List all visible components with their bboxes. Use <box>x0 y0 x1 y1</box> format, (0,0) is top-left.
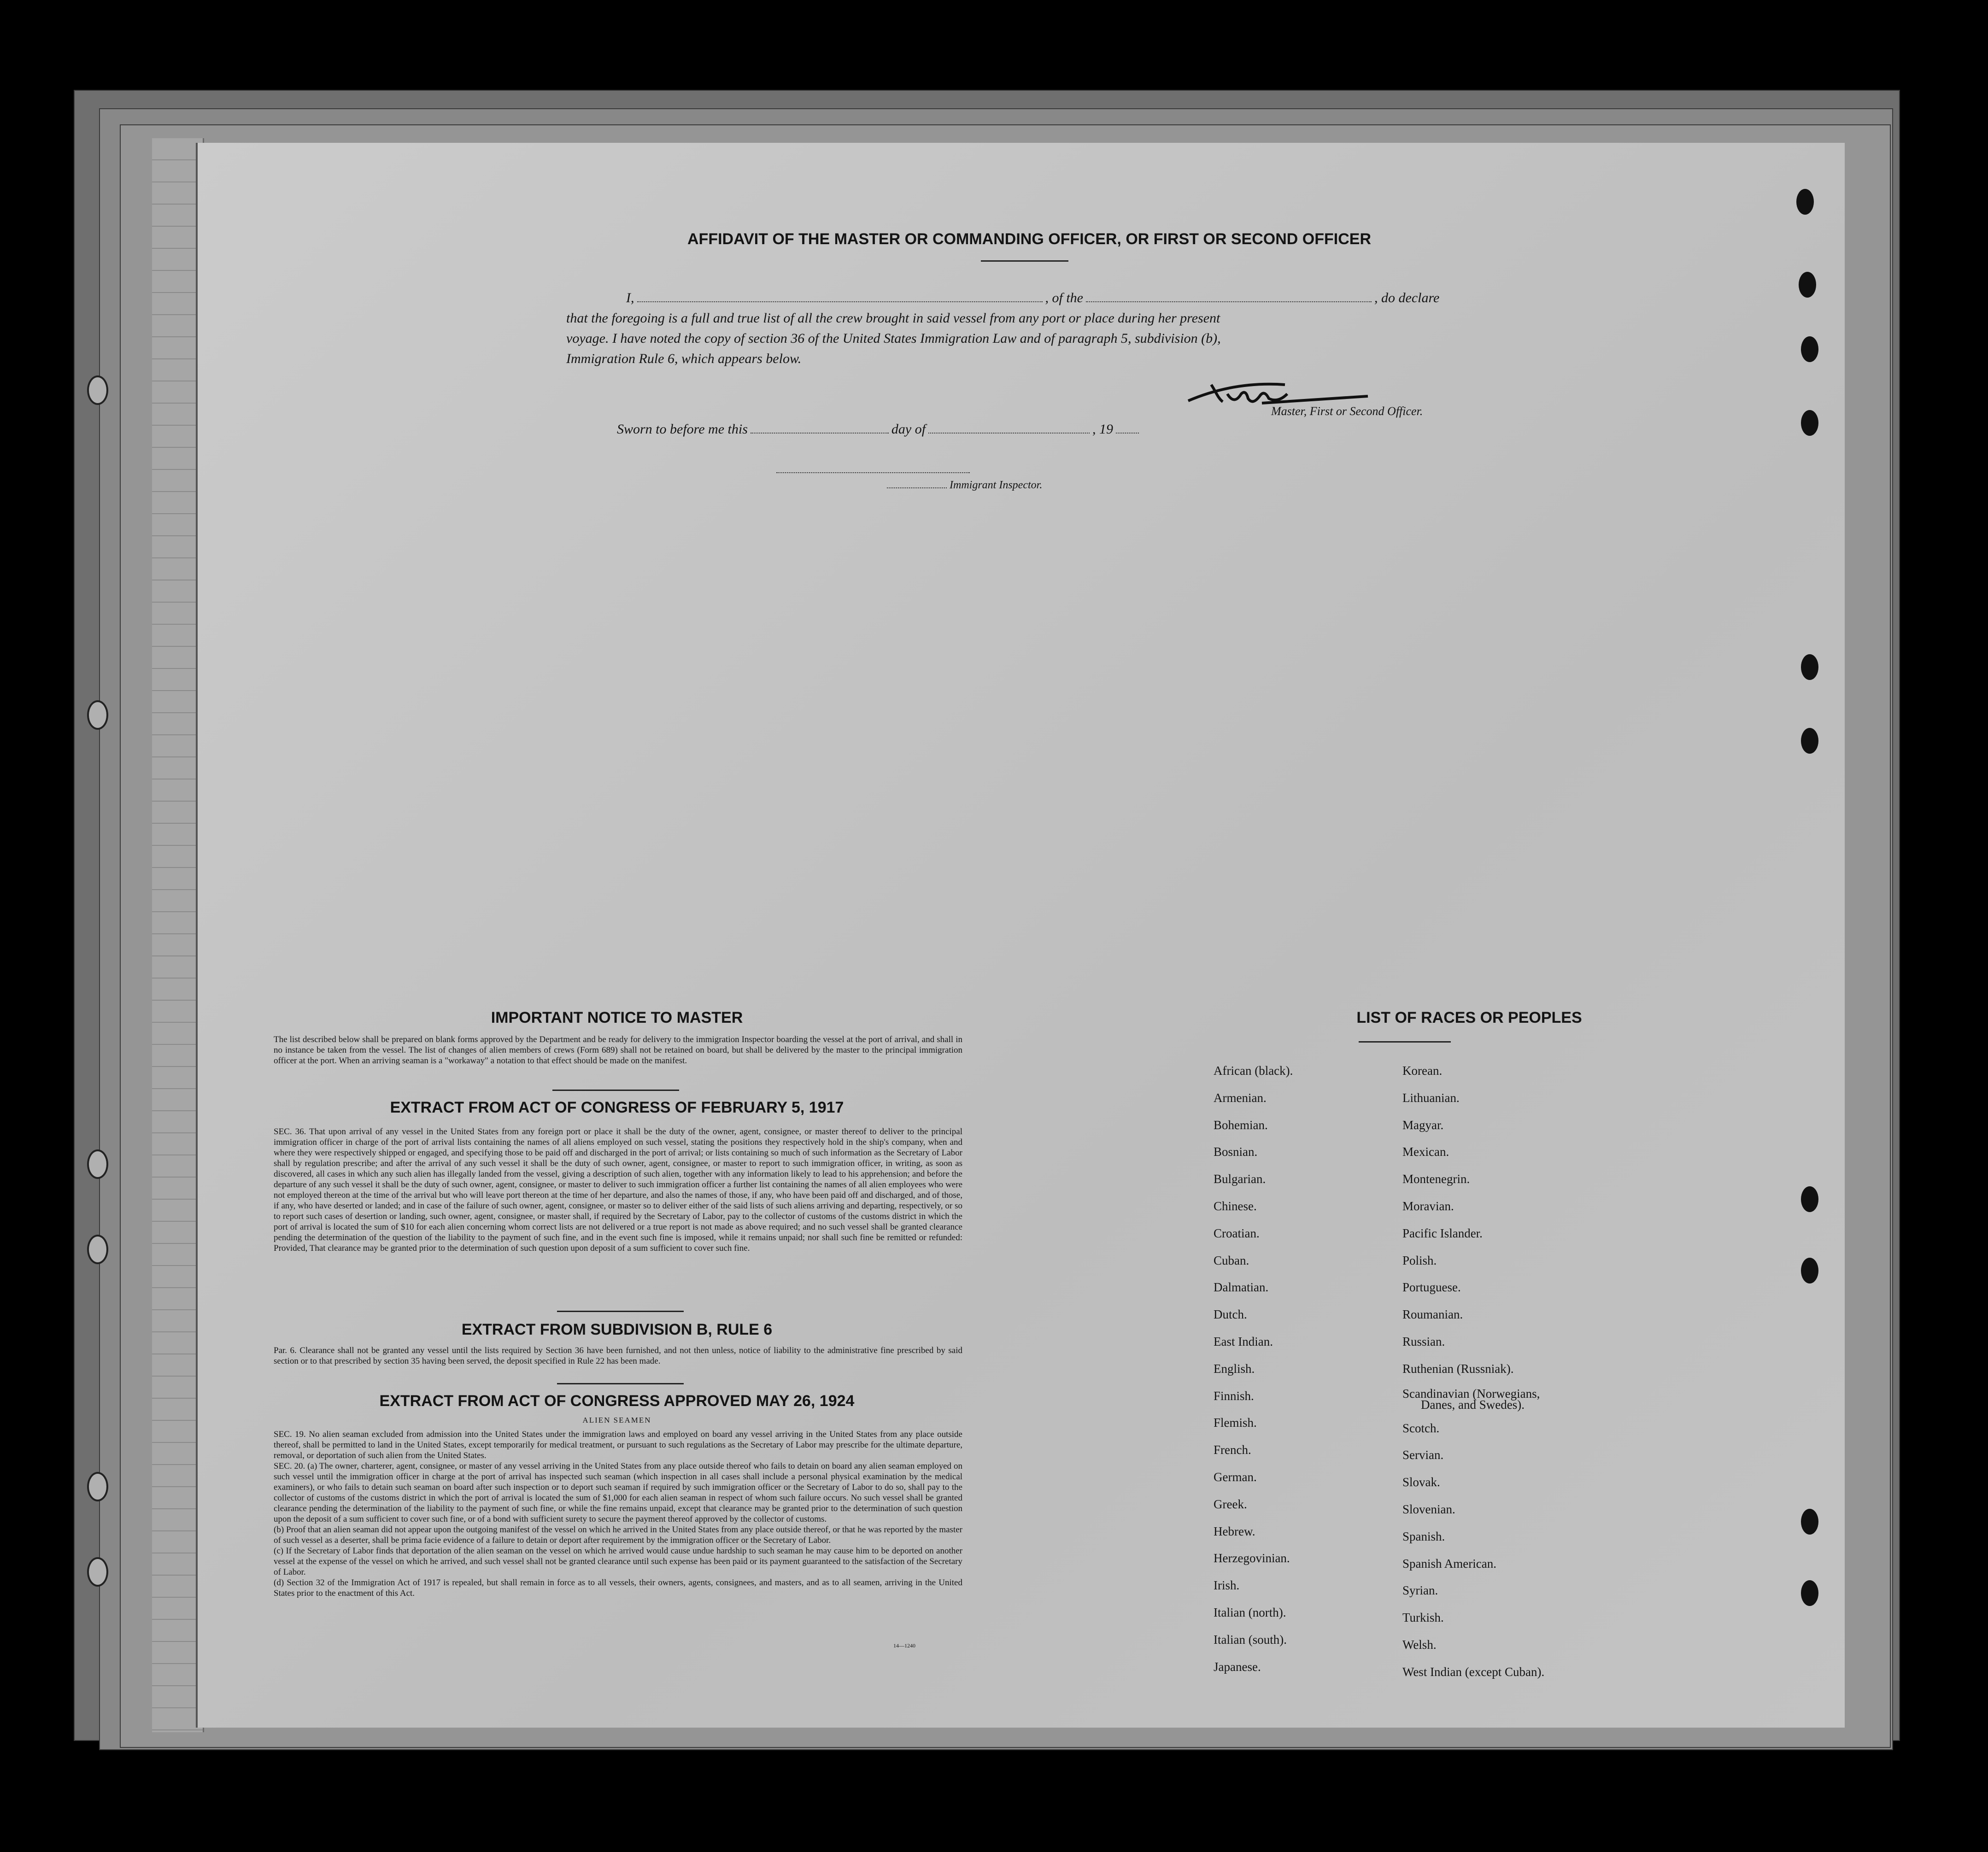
sworn-day-of: day of <box>891 422 926 437</box>
extract-1924-body <box>274 1429 962 1599</box>
race-entry: Scotch. <box>1402 1421 1440 1435</box>
race-entry: French. <box>1214 1443 1251 1457</box>
sec-19-text: SEC. 19. No alien seaman excluded from admission into the United States under the immigration laws and employed on board any vessel arriving in the United States from any place outside thereof, shall be permitted to land in the United States, except temporarily for medical treatment, or pursuant to such regulations as the Secretary of Labor may prescribe for the ultimate departure, removal, or deportation of such alien from the United States. <box>274 1430 962 1460</box>
notice-body: The list described below shall be prepared on blank forms approved by the Department and be ready for delivery to the immigration Inspector boarding the vessel at the port of arrival, and shall in no instance be taken from the vessel. The list of changes of alien members of crews (Form 689) shall not be retained on board, but shall be delivered by the master to the principal immigration officer at the port. When an arriving seaman is a "workaway" a notation to that effect should be made on the manifest. <box>274 1035 962 1066</box>
sec-20d-text: (d) Section 32 of the Immigration Act of 1917 is repealed, but shall remain in force as to all vessels, their owners, agents, consignees, and masters, and as to all seamen, arriving in the United States prior to the enactment of this Act. <box>274 1578 962 1598</box>
month-blank <box>928 433 1090 434</box>
statement-line-2: that the foregoing is a full and true list of all the crew brought in said vessel from any port or place during her present <box>566 311 1220 326</box>
affidavit-page <box>196 143 1845 1728</box>
punch-hole <box>1801 1186 1818 1212</box>
punch-hole <box>1801 1509 1818 1535</box>
extract-1924-title: EXTRACT FROM ACT OF CONGRESS APPROVED MAY 26, 1924 <box>379 1392 855 1410</box>
statement-i: I, <box>626 290 634 305</box>
punch-hole <box>87 1235 108 1264</box>
extract-1917-title: EXTRACT FROM ACT OF CONGRESS OF FEBRUARY 5, 1917 <box>390 1099 844 1116</box>
race-entry: Pacific Islander. <box>1402 1226 1483 1240</box>
race-entry: Lithuanian. <box>1402 1090 1460 1105</box>
race-entry: Chinese. <box>1214 1199 1257 1213</box>
signature-caption: Master, First or Second Officer. <box>1271 404 1423 418</box>
punch-hole <box>1801 1580 1818 1606</box>
extract-divider <box>557 1311 684 1312</box>
notice-title: IMPORTANT NOTICE TO MASTER <box>491 1009 743 1026</box>
race-entry: Irish. <box>1214 1578 1240 1593</box>
statement-line-4: Immigration Rule 6, which appears below. <box>566 351 802 366</box>
races-right-column <box>1402 1057 1544 1686</box>
race-entry: Bulgarian. <box>1214 1172 1266 1186</box>
race-entry: Dalmatian. <box>1214 1280 1269 1295</box>
punch-hole <box>1801 410 1818 436</box>
race-entry: Croatian. <box>1214 1226 1260 1240</box>
notice-divider <box>552 1090 679 1091</box>
races-divider <box>1359 1041 1451 1043</box>
race-entry: Flemish. <box>1214 1416 1257 1430</box>
race-entry: Portuguese. <box>1402 1280 1461 1295</box>
inspector-caption <box>884 479 1042 492</box>
race-entry: Cuban. <box>1214 1253 1249 1267</box>
extract-rule6-title: EXTRACT FROM SUBDIVISION B, RULE 6 <box>461 1321 773 1338</box>
race-entry: Korean. <box>1402 1064 1443 1078</box>
race-entry: Dutch. <box>1214 1307 1247 1322</box>
extract-1917-body: SEC. 36. That upon arrival of any vessel in the United States from any foreign port or place it shall be the duty of the owner, agent, consignee, or master thereof to deliver to the principal immigration officer in charge of the port of arrival lists containing the names of all aliens employed on such vessel, stating the positions they respectively hold in the ship's company, when and where they were respectively shipped or engaged, and specifying those to be paid off and discharged in the port of arrival; or lists containing so much of such information as the Secretary of Labor shall by regulation prescribe; and after the arrival of any such vessel it shall be the duty of such owner, agent, consignee, or master to report to such immigration officer, in writing, as soon as discovered, all cases in which any such alien has illegally landed from the vessel, giving a description of such alien, together with any information likely to lead to his apprehension; and before the departure of any such vessel it shall be the duty of such owner, agent, consignee, or master to deliver to such immigration officer a further list containing the names of all alien employees who were not employed thereon at the time of the arrival but who will leave port thereon at the time of her departure, and also the names of those, if any, who have been paid off and discharged, and of those, if any, who have deserted or landed; and in case of the failure of such owner, agent, consignee, or master so to deliver either of the said lists of such aliens arriving and departing, respectively, or so to report such cases of desertion or landing, such owner, agent, consignee, or master shall, if required by the Secretary of Labor, pay to the collector of customs of the customs district in which the port of arrival is located the sum of $10 for each alien concerning whom correct lists are not delivered or a true report is not made as above required; and no such vessel shall be granted clearance pending the determination of the question of the liability to the payment of such fine, and in the event such fine is imposed, while it remains unpaid; nor shall such fine be remitted or refunded: Provided, That clearance may be granted prior to the determination of such question upon deposit of a sum sufficient to cover such fine. <box>274 1127 962 1253</box>
race-entry: Moravian. <box>1402 1199 1454 1213</box>
sworn-year: , 19 <box>1092 422 1114 437</box>
punch-hole <box>87 700 108 730</box>
name-blank <box>637 301 1043 302</box>
year-blank <box>1116 433 1139 434</box>
races-title: LIST OF RACES OR PEOPLES <box>1356 1009 1582 1026</box>
sworn-line <box>617 422 1142 437</box>
sworn-prefix: Sworn to before me this <box>617 422 748 437</box>
punch-hole <box>87 375 108 405</box>
punch-hole <box>87 1149 108 1179</box>
race-entry: Turkish. <box>1402 1611 1444 1625</box>
sec-20b-text: (b) Proof that an alien seaman did not appear upon the outgoing manifest of the vessel on which he arrived in the United States from any place outside thereof, or that he was reported by the master of such vessel as a deserter, shall be prima facie evidence of a failure to detain or deport after requirement by the immigration officer or the Secretary of Labor. <box>274 1525 962 1545</box>
race-entry: Bosnian. <box>1214 1145 1258 1159</box>
form-number: 14—1240 <box>893 1642 915 1649</box>
race-entry: Slovenian. <box>1402 1502 1455 1516</box>
punch-hole <box>87 1557 108 1587</box>
sec-20a-text: SEC. 20. (a) The owner, charterer, agent, consignee, or master of any vessel arriving in the United States from any place outside thereof who fails to detain on board any alien seaman employed on such vessel until the immigration officer in charge at the port of arrival has inspected such seaman (which inspection in all cases shall include a personal physical examination by the medical examiners), or who fails to detain such seaman on board after such inspection or to deport such seaman if required by such immigration officer or the Secretary of Labor to do so, shall pay to the collector of customs of the customs district in which the port of arrival is located the sum of $1,000 for each alien seaman in respect of whom such failure occurs. No such vessel shall be granted clearance pending the determination of the liability to the payment of such fine, or while the fine remains unpaid, except that clearance may be granted prior to the determination of such question upon the deposit of a sum sufficient to cover such fine, or of a bond with sufficient surety to secure the payment thereof approved by the collector of customs. <box>274 1461 962 1524</box>
statement-do-declare: , do declare <box>1374 290 1440 305</box>
day-blank <box>751 433 889 434</box>
race-entry: Spanish American. <box>1402 1556 1496 1571</box>
race-entry: Danes, and Swedes). <box>1421 1397 1525 1412</box>
statement-line-3: voyage. I have noted the copy of section 36 of the United States Immigration Law and of paragraph 5, subdivision (b), <box>566 331 1221 346</box>
race-entry: Polish. <box>1402 1253 1437 1267</box>
extract-divider <box>557 1383 684 1384</box>
title-divider <box>981 260 1068 262</box>
race-entry: Russian. <box>1402 1334 1445 1348</box>
race-entry: Spanish. <box>1402 1529 1445 1543</box>
statement-of-the: , of the <box>1045 290 1083 305</box>
race-entry: Ruthenian (Russniak). <box>1402 1361 1514 1376</box>
punch-hole <box>1801 1258 1818 1284</box>
vessel-blank <box>1086 301 1372 302</box>
race-entry: Finnish. <box>1214 1389 1254 1403</box>
sec-20c-text: (c) If the Secretary of Labor finds that deportation of the alien seaman on the vessel on which he arrived would cause undue hardship to such seaman he may cause him to be deported on another vessel at the expense of the vessel on which he arrived, and such vessel shall not be granted clearance until such expense has been paid or its payment guaranteed to the satisfaction of the Secretary of Labor. <box>274 1546 962 1577</box>
race-entry: Bohemian. <box>1214 1118 1268 1132</box>
race-entry: African (black). <box>1214 1064 1293 1078</box>
race-entry: Herzegovinian. <box>1214 1551 1290 1565</box>
races-left-column <box>1214 1057 1293 1680</box>
punch-hole <box>1796 189 1814 215</box>
punch-hole <box>1801 728 1818 754</box>
race-entry: Roumanian. <box>1402 1307 1463 1322</box>
race-entry: Mexican. <box>1402 1145 1449 1159</box>
race-entry: Servian. <box>1402 1448 1444 1462</box>
race-entry: English. <box>1214 1361 1255 1376</box>
race-entry: Armenian. <box>1214 1090 1267 1105</box>
extract-rule6-body: Par. 6. Clearance shall not be granted any vessel until the lists required by Section 36 have been furnished, and not then unless, notice of liability to the administrative fine prescribed by said section or to that prescribed by section 35 having been served, the deposit specified in Rule 22 has been made. <box>274 1346 962 1366</box>
inspector-signature-line <box>776 472 970 473</box>
race-entry: Italian (north). <box>1214 1605 1286 1619</box>
punch-hole <box>1801 654 1818 680</box>
affidavit-title: AFFIDAVIT OF THE MASTER OR COMMANDING OFFICER, OR FIRST OR SECOND OFFICER <box>687 230 1371 248</box>
race-entry: West Indian (except Cuban). <box>1402 1664 1545 1679</box>
race-entry: Slovak. <box>1402 1475 1440 1489</box>
race-entry: Magyar. <box>1402 1118 1444 1132</box>
inspector-caption-text: Immigrant Inspector. <box>950 479 1043 491</box>
affidavit-statement <box>566 288 1681 369</box>
punch-hole <box>87 1472 108 1501</box>
race-entry: East Indian. <box>1214 1334 1273 1348</box>
race-entry: Syrian. <box>1402 1583 1438 1598</box>
race-entry: Welsh. <box>1402 1637 1437 1652</box>
inspector-blank <box>887 487 947 488</box>
master-signature <box>1184 369 1377 410</box>
race-entry: Greek. <box>1214 1497 1247 1511</box>
punch-hole <box>1801 336 1818 362</box>
race-entry: Italian (south). <box>1214 1632 1287 1647</box>
race-entry: Scandinavian (Norwegians, <box>1402 1386 1540 1401</box>
race-entry: German. <box>1214 1470 1257 1484</box>
race-entry: Hebrew. <box>1214 1524 1255 1538</box>
race-entry: Montenegrin. <box>1402 1172 1470 1186</box>
punch-hole <box>1799 272 1816 298</box>
extract-1924-subtitle: ALIEN SEAMEN <box>582 1416 651 1424</box>
race-entry: Japanese. <box>1214 1659 1261 1674</box>
